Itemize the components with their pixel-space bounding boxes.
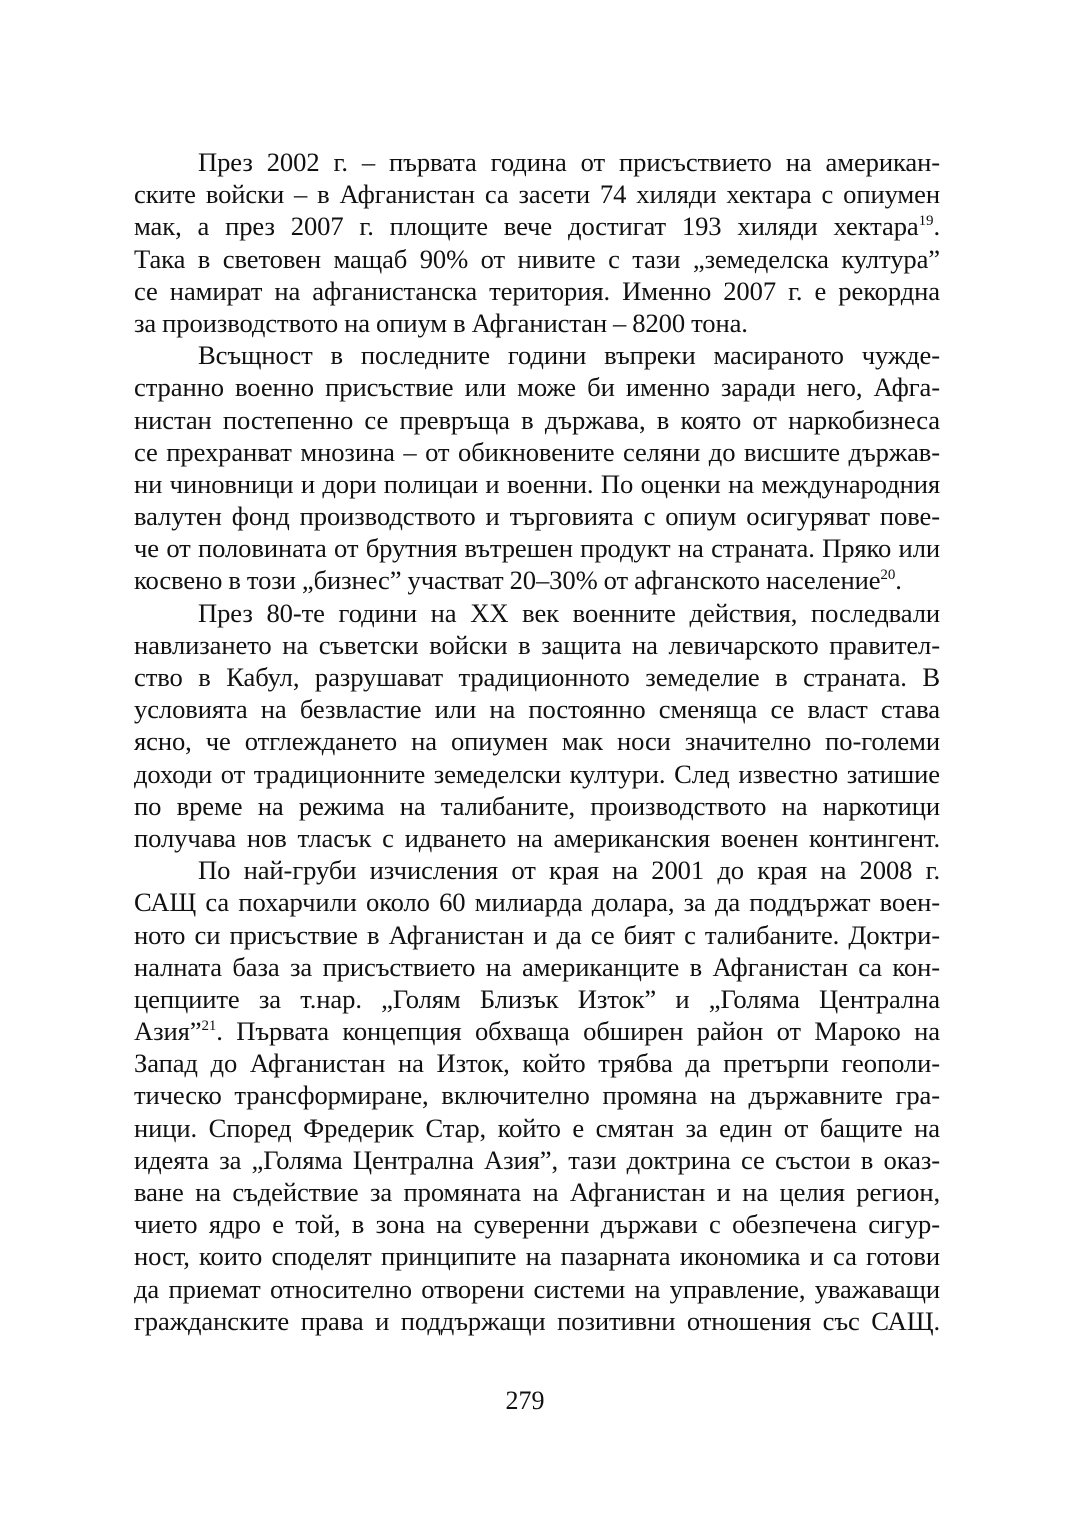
text-line: се прехранват мнозина – от обикновените селяни до висшите държав-	[134, 436, 940, 467]
text-line: Всъщност в последните години въпреки масираното чужде-	[198, 340, 940, 371]
text-line: Така в световен мащаб 90% от нивите с тази „земеделска култура”	[134, 243, 940, 274]
text-line	[134, 564, 940, 596]
text-line: чието ядро е той, в зона на суверенни държави с обезпечена сигур-	[134, 1209, 940, 1240]
text-line: да приемат относително отворени системи на управление, уважаващи	[134, 1273, 940, 1304]
paragraph-4	[134, 854, 940, 1337]
text-line: нистан постепенно се превръща в държава, в която от наркобизнеса	[134, 404, 940, 435]
paragraph-2	[134, 339, 940, 597]
page-number: 279	[505, 1386, 545, 1415]
text-line: Запад до Афганистан на Изток, който трябва да претърпи геополи-	[134, 1048, 940, 1079]
text-line: ските войски – в Афганистан са засети 74 хиляди хектара с опиумен	[134, 179, 940, 210]
body-text	[134, 146, 940, 1337]
text-line: През 80-те години на XX век военните действия, последвали	[198, 597, 940, 628]
text-line: ното си присъствие в Афганистан и да се бият с талибаните. Доктри-	[134, 919, 940, 950]
text-run: мак, а през 2007 г. площите вече достигат 193 хиляди хектара	[134, 211, 919, 242]
text-line: гражданските права и поддържащи позитивни отношения със САЩ.	[134, 1305, 940, 1336]
text-line: По най-груби изчисления от края на 2001 до края на 2008 г.	[198, 855, 940, 886]
text-run: косвено в този „бизнес” участват 20–30% от афганското население	[134, 565, 881, 596]
text-line: навлизането на съветски войски в защита на левичарското правител-	[134, 629, 940, 660]
text-line: идеята за „Голяма Централна Азия”, тази доктрина се състои в оказ-	[134, 1144, 940, 1175]
footnote-ref-20: 20	[880, 567, 896, 584]
text-line: ници. Според Фредерик Стар, който е смятан за един от бащите на	[134, 1112, 940, 1143]
text-run: . Първата концепция обхваща обширен район от Мароко на	[216, 1016, 940, 1047]
text-line: странно военно присъствие или може би именно заради него, Афга-	[134, 372, 940, 403]
text-run: .	[895, 565, 902, 596]
text-line: че от половината от брутния вътрешен продукт на страната. Пряко или	[134, 533, 940, 564]
text-line: тическо трансформиране, включително промяна на държавните гра-	[134, 1080, 940, 1111]
paragraph-3	[134, 597, 940, 855]
text-line: за производството на опиум в Афганистан – 8200 тона.	[134, 307, 748, 338]
text-line: ясно, че отглеждането на опиумен мак носи значително по-големи	[134, 726, 940, 757]
footnote-ref-21: 21	[201, 1018, 217, 1035]
text-line: валутен фонд производството и търговията с опиум осигуряват пове-	[134, 501, 940, 532]
text-line: САЩ са похарчили около 60 милиарда долара, за да поддържат воен-	[134, 887, 940, 918]
text-line: ство в Кабул, разрушават традиционното земеделие в страната. В	[134, 662, 940, 692]
text-line: цепциите за т.нар. „Голям Близък Изток” и „Голяма Централна	[134, 983, 940, 1014]
text-line: условията на безвластие или на постоянно сменяща се власт става	[134, 694, 940, 725]
text-run: Азия”	[134, 1016, 202, 1047]
text-line: по време на режима на талибаните, производството на наркотици	[134, 790, 940, 821]
text-line: получава нов тласък с идването на американския военен контингент.	[134, 822, 940, 853]
text-line: налната база за присъствието на американците в Афганистан са кон-	[134, 951, 940, 982]
paragraph-1	[134, 146, 940, 339]
text-line: През 2002 г. – първата година от присъствието на американ-	[198, 147, 940, 177]
text-line: ни чиновници и дори полицаи и военни. По оценки на международния	[134, 468, 940, 499]
footnote-ref-19: 19	[918, 213, 934, 230]
text-line	[134, 1015, 940, 1047]
text-line: се намират на афганистанска територия. Именно 2007 г. е рекордна	[134, 275, 940, 306]
text-line	[134, 210, 940, 242]
text-line: ност, които споделят принципите на пазарната икономика и са готови	[134, 1241, 940, 1272]
text-line: ване на съдействие за промяната на Афганистан и на целия регион,	[134, 1177, 940, 1207]
text-run: .	[933, 211, 940, 242]
text-line: доходи от традиционните земеделски култури. След известно затишие	[134, 758, 940, 789]
